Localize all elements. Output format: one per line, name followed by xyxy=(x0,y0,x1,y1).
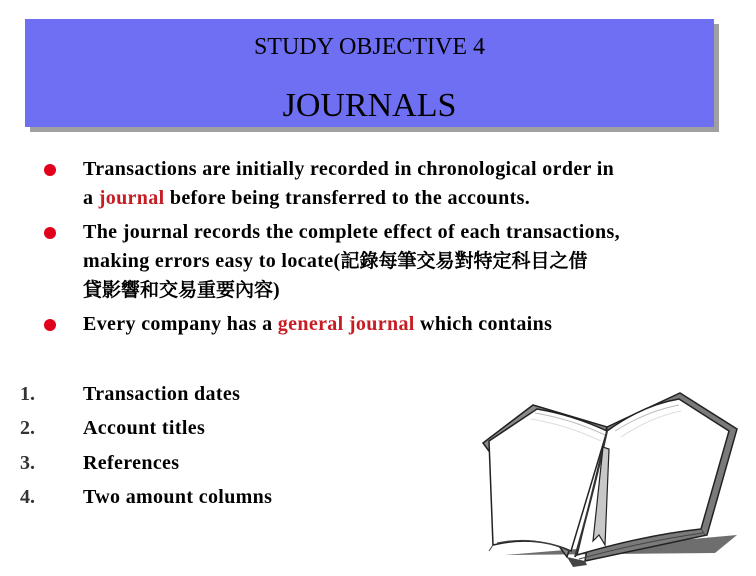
chinese-text: 貸影響和交易重要內容 xyxy=(83,279,274,301)
text-run: ) xyxy=(273,279,281,301)
text-run: before being transferred to the accounts. xyxy=(164,187,531,209)
list-item xyxy=(0,380,500,410)
open-book-icon xyxy=(475,385,745,570)
list-item-text: References xyxy=(83,452,180,474)
list-item-text: Transaction dates xyxy=(83,383,241,405)
bullet-text xyxy=(83,155,723,213)
list-number: 4. xyxy=(20,486,35,508)
bullet-text xyxy=(83,310,723,339)
bullet-line xyxy=(83,247,723,276)
bullet-dot-icon xyxy=(44,164,56,176)
bullet-item-journal-records xyxy=(0,218,740,308)
bullet-line: Transactions are initially recorded in chronological order in xyxy=(83,158,615,180)
list-item xyxy=(0,449,500,479)
list-item-text: Account titles xyxy=(83,417,206,439)
text-run: a xyxy=(83,187,99,209)
bullet-text xyxy=(83,218,723,305)
title-banner xyxy=(25,19,714,127)
list-item xyxy=(0,483,500,513)
study-objective-label: STUDY OBJECTIVE 4 xyxy=(253,34,486,60)
text-run: which contains xyxy=(414,313,553,335)
text-run: Every company has a xyxy=(83,313,278,335)
slide-title: JOURNALS xyxy=(282,87,457,124)
list-number: 1. xyxy=(20,383,35,405)
list-item xyxy=(0,414,500,444)
bullet-line xyxy=(83,184,723,213)
list-number: 2. xyxy=(20,417,35,439)
bullet-line: The journal records the complete effect of each transactions, xyxy=(83,221,620,243)
bullet-line xyxy=(83,276,723,305)
bullet-item-general-journal xyxy=(0,310,740,340)
text-run: making errors easy to locate( xyxy=(83,250,341,272)
list-item-text: Two amount columns xyxy=(83,486,273,508)
general-journal-term: general journal xyxy=(277,313,415,335)
list-number: 3. xyxy=(20,452,35,474)
journal-term: journal xyxy=(98,187,165,209)
bullet-item-transactions xyxy=(0,155,740,215)
bullet-dot-icon xyxy=(44,227,56,239)
bullet-dot-icon xyxy=(44,319,56,331)
bullet-line xyxy=(83,310,723,339)
chinese-text: 記錄每筆交易對特定科目之借 xyxy=(340,250,588,272)
